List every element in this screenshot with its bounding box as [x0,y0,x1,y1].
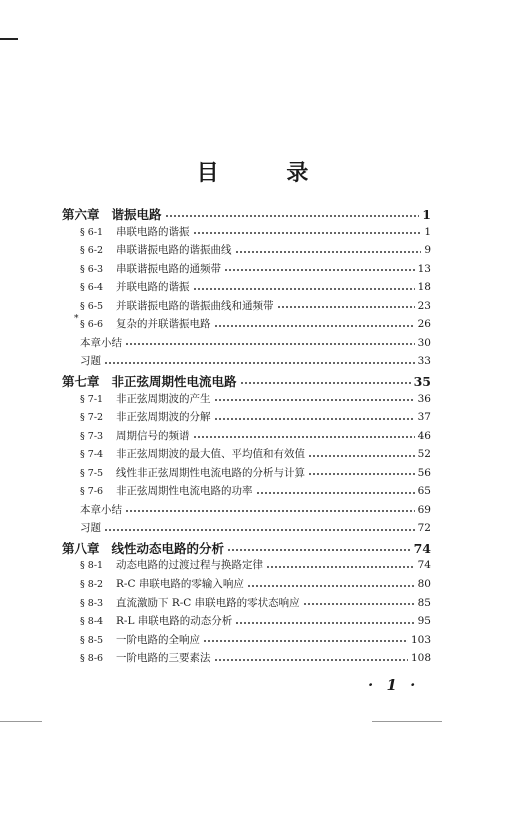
bottom-rule-left [0,721,42,722]
page-ref: 65 [417,485,431,498]
dot-leader [256,491,415,495]
toc-section[interactable] [80,613,431,628]
dot-leader [277,305,415,309]
entry-title: 谐振电路 [111,207,162,222]
bottom-rule-right [372,721,442,722]
dot-leader [308,472,415,476]
section-number: § 7-5 [80,467,104,479]
dot-leader [214,398,415,402]
entry-title: 直流激励下 R-C 串联电路的零状态响应 [116,596,300,609]
toc-chapter[interactable] [62,205,431,223]
dot-leader [303,602,415,606]
page-ref: 30 [417,336,431,349]
section-number: § 6-2 [80,245,104,257]
toc-section[interactable] [80,298,431,313]
page-ref: 18 [417,281,431,294]
dot-leader [227,548,411,552]
page-ref: 69 [417,503,431,516]
optional-mark: * [74,314,79,325]
page-ref: 52 [417,448,431,461]
page-ref: 80 [417,578,431,590]
section-number: § 8-5 [80,634,104,646]
entry-title: 复杂的并联谐振电路 [116,318,211,331]
entry-title: 一阶电路的全响应 [116,633,200,646]
dot-leader [235,621,414,625]
dot-leader [214,324,415,328]
toc-section[interactable] [80,428,431,443]
entry-title: 非正弦周期性电流电路的功率 [116,485,253,498]
entry-title: 串联电路的谐振 [116,225,190,238]
entry-title: 线性动态电路的分析 [111,540,225,556]
page-ref: 1 [422,207,431,222]
toc-section[interactable] [80,576,431,591]
entry-title: 习题 [80,522,101,535]
entry-title: 非正弦周期波的分解 [116,411,211,424]
toc-section[interactable] [80,483,431,498]
dot-leader [104,361,415,365]
entry-title: 线性非正弦周期性电流电路的分析与计算 [116,466,305,479]
entry-title: 非正弦周期波的最大值、平均值和有效值 [116,448,305,461]
section-number: § 8-2 [80,579,104,590]
section-number: § 7-4 [80,449,104,461]
toc-section[interactable] [80,446,431,461]
section-number: § 7-6 [80,486,104,498]
section-number: § 8-3 [80,597,104,609]
chapter-label: 第六章 [62,207,100,222]
entry-title: 动态电路的过渡过程与换路定律 [116,559,263,572]
entry-title: 并联电路的谐振 [116,281,190,294]
toc-misc[interactable] [80,335,431,350]
entry-title: 习题 [80,355,101,368]
page-ref: 13 [417,262,431,275]
dot-leader [193,287,415,291]
dot-leader [308,454,415,458]
toc-chapter[interactable] [62,372,431,390]
page-number: · 1 · [368,676,420,694]
section-number: § 7-1 [80,393,104,405]
entry-title: 串联谐振电路的谐振曲线 [116,244,232,257]
entry-title: 周期信号的频谱 [116,429,190,442]
dot-leader [125,509,415,513]
entry-title: 本章小结 [80,336,122,349]
chapter-label: 第七章 [62,373,100,389]
toc-misc[interactable] [80,520,431,535]
toc-section[interactable] [80,242,431,257]
toc-section[interactable] [80,650,431,665]
dot-leader [125,342,415,346]
dot-leader [240,381,411,385]
page-ref: 1 [424,225,431,238]
toc-section[interactable] [74,314,431,331]
entry-title: R-C 串联电路的零输入响应 [116,578,244,590]
section-number: § 6-5 [80,300,104,312]
dot-leader [193,435,415,439]
entry-title: 非正弦周期波的产生 [116,392,211,405]
toc-chapter[interactable] [62,539,431,557]
toc-misc[interactable] [80,353,431,368]
page-ref: 37 [417,411,431,424]
section-number: § 6-4 [80,282,104,294]
dot-leader [193,231,422,235]
section-number: § 8-6 [80,653,104,665]
page-ref: 33 [417,355,431,368]
dot-leader [224,268,415,272]
toc-section[interactable] [80,557,431,572]
section-number: § 7-3 [80,430,104,442]
page-ref: 36 [417,392,431,405]
entry-title: 一阶电路的三要素法 [116,652,211,665]
entry-title: R-L 串联电路的动态分析 [116,615,233,628]
toc-section[interactable] [80,595,431,610]
page-ref: 72 [417,522,431,535]
page-ref: 108 [410,652,431,665]
dot-leader [235,250,422,254]
entry-title: 串联谐振电路的通频带 [116,262,221,275]
page-ref: 103 [410,633,431,646]
section-number: § 6-3 [80,263,104,275]
toc-section[interactable] [80,261,431,276]
dot-leader [266,565,415,569]
page-ref: 85 [417,596,431,609]
dot-leader [165,214,420,218]
page-ref: 56 [417,466,431,479]
entry-title: 并联谐振电路的谐振曲线和通频带 [116,299,274,312]
entry-title: 本章小结 [80,503,122,516]
dot-leader [104,528,415,532]
toc-section[interactable] [80,632,431,647]
page-title: 目 录 [196,161,339,186]
toc-section[interactable] [80,391,431,406]
toc-section[interactable] [80,409,431,424]
entry-title: 非正弦周期性电流电路 [111,373,237,389]
section-number: § 8-4 [80,616,104,628]
toc-section[interactable] [80,279,431,294]
toc-section[interactable] [80,224,431,239]
section-number: § 6-6 [80,319,104,331]
page-ref: 35 [413,373,431,389]
dot-leader [214,417,415,421]
page-ref: 95 [417,615,431,628]
page-ref: 74 [413,540,431,556]
dot-leader [203,639,408,643]
page-ref: 74 [417,559,431,572]
chapter-label: 第八章 [62,540,100,556]
dot-leader [247,584,415,588]
toc-misc[interactable] [80,502,431,517]
section-number: § 7-2 [80,412,104,424]
page-ref: 23 [417,299,431,312]
dot-leader [214,658,408,662]
page-ref: 26 [417,318,431,331]
toc-section[interactable] [80,465,431,480]
page-ref: 9 [424,244,431,257]
section-number: § 8-1 [80,560,104,572]
page-ref: 46 [417,429,431,442]
section-number: § 6-1 [80,226,104,238]
